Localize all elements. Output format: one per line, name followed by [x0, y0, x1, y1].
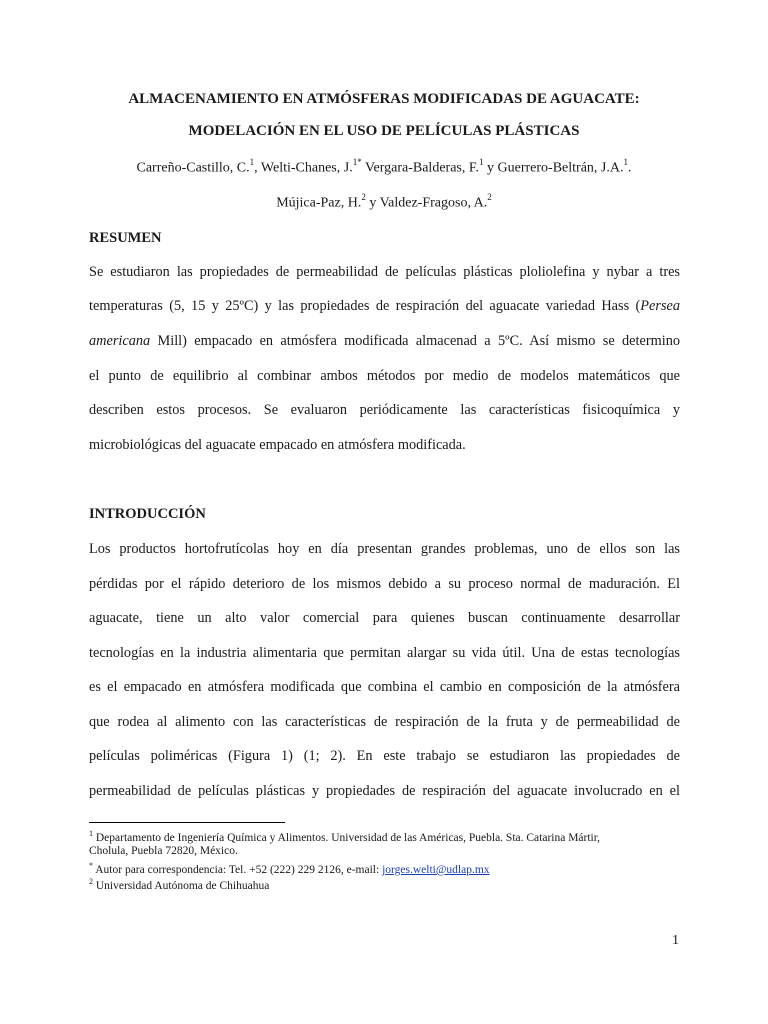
authors-punct: .: [627, 160, 632, 176]
footnote-divider: [89, 822, 285, 823]
intro-line: tecnologías en la industria alimentaria que permitan alargar su vida útil. Una de estas tecnologías: [89, 645, 680, 661]
authors-line-2: [0, 193, 768, 212]
resumen-heading: RESUMEN: [89, 230, 162, 246]
footnote-1-cont: Cholula, Puebla 72820, México.: [89, 845, 238, 857]
intro-line: aguacate, tiene un alto valor comercial para quienes buscan continuamente desarrollar: [89, 610, 680, 626]
footnote-text: Departamento de Ingeniería Química y Alimentos. Universidad de las Américas, Puebla. Sta. Catarina Mártir,: [93, 831, 600, 844]
affiliation-mark: 1: [479, 157, 484, 167]
footnote-2: [89, 877, 689, 892]
author-name: y Guerrero-Beltrán, J.A.: [483, 160, 624, 176]
footnote-mark: 2: [89, 877, 93, 886]
author-name: Vergara-Balderas, F.: [361, 160, 480, 176]
introduccion-heading: INTRODUCCIÓN: [89, 506, 206, 522]
author-name: Carreño-Castillo, C.: [136, 160, 250, 176]
footnote-1: [89, 829, 689, 844]
resumen-line: [89, 333, 680, 350]
resumen-line: microbiológicas del aguacate empacado en atmósfera modificada.: [89, 437, 466, 453]
author-name: , Welti-Chanes, J.: [254, 160, 353, 176]
species-name-italic: americana: [89, 333, 151, 349]
authors-line-1: [0, 158, 768, 177]
author-name: Mújica-Paz, H.: [276, 195, 362, 211]
resumen-line: Se estudiaron las propiedades de permeabilidad de películas plásticas ploliolefina y nybar a tres: [89, 264, 680, 280]
text-run: temperaturas (5, 15 y 25ºC) y las propiedades de respiración del aguacate variedad Hass (: [89, 298, 641, 314]
affiliation-mark: 2: [361, 192, 366, 202]
intro-line: pérdidas por el rápido deterioro de los mismos debido a su proceso normal de maduración. El: [89, 576, 680, 592]
author-name: y Valdez-Fragoso, A.: [365, 195, 488, 211]
resumen-line: describen estos procesos. Se evaluaron periódicamente las características fisicoquímica y: [89, 402, 680, 418]
species-name-italic: Persea: [640, 298, 680, 314]
affiliation-mark: 2: [487, 192, 492, 202]
affiliation-mark: 1*: [352, 157, 362, 167]
text-run: Mill) empacado en atmósfera modificada almacenad a 5ºC. Así mismo se determino: [150, 333, 680, 349]
title-line-1: ALMACENAMIENTO EN ATMÓSFERAS MODIFICADAS DE AGUACATE:: [128, 91, 640, 107]
footnote-corresponding: [89, 861, 689, 876]
intro-line: películas poliméricas (Figura 1) (1; 2). En este trabajo se estudiaron las propiedades de: [89, 748, 680, 764]
intro-line: Los productos hortofrutícolas hoy en día presentan grandes problemas, uno de ellos son las: [89, 541, 680, 557]
footnote-mark: *: [89, 861, 93, 870]
page-number: 1: [672, 933, 679, 948]
intro-line: permeabilidad de películas plásticas y propiedades de respiración del aguacate involucrado en el: [89, 783, 680, 799]
resumen-line: el punto de equilibrio al combinar ambos métodos por medio de modelos matemáticos que: [89, 368, 680, 384]
title-line-2: MODELACIÓN EN EL USO DE PELÍCULAS PLÁSTICAS: [188, 123, 580, 139]
email-link[interactable]: jorges.welti@udlap.mx: [382, 863, 490, 876]
footnote-text: Autor para correspondencia: Tel. +52 (222) 229 2126, e-mail:: [93, 863, 383, 876]
resumen-line: [89, 298, 680, 315]
affiliation-mark: 1: [249, 157, 255, 167]
intro-line: que rodea al alimento con las características de respiración de la fruta y de permeabilidad de: [89, 714, 680, 730]
affiliation-mark: 1: [623, 157, 628, 167]
intro-line: es el empacado en atmósfera modificada que combina el cambio en composición de la atmósfera: [89, 679, 680, 695]
footnote-text: Universidad Autónoma de Chihuahua: [93, 879, 270, 892]
footnote-mark: 1: [89, 829, 93, 838]
